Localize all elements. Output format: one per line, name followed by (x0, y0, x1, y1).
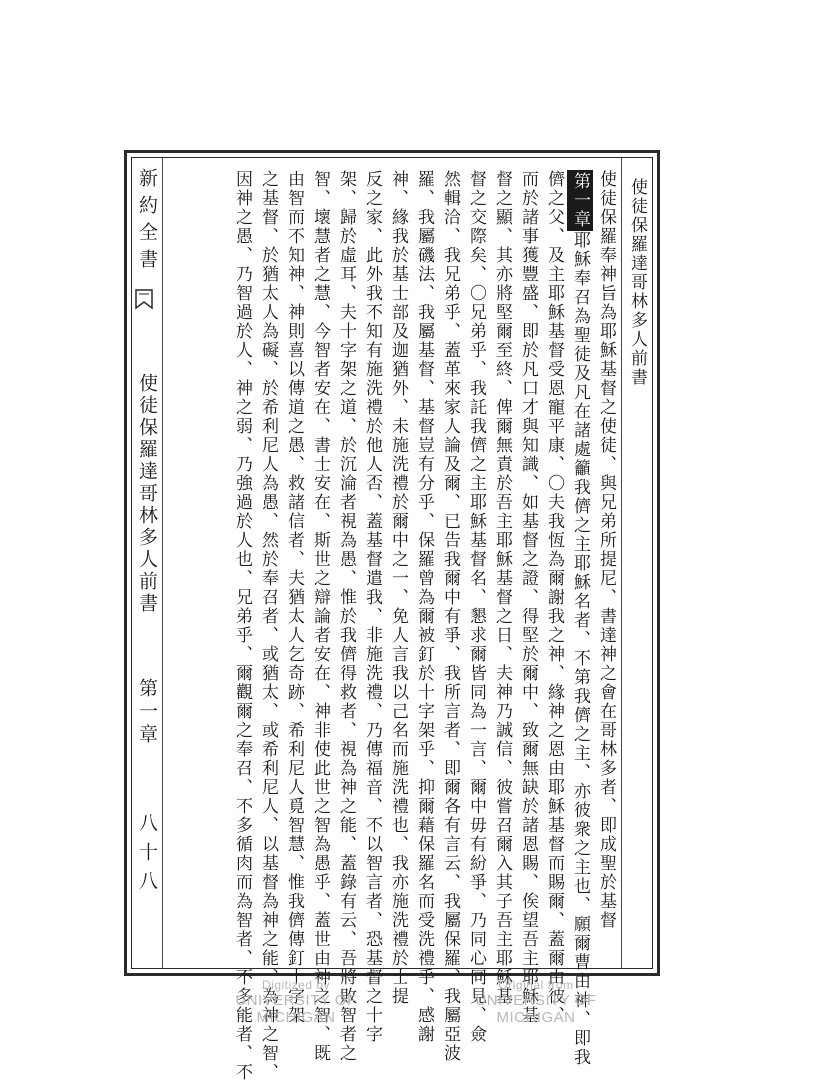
footer-digitized (196, 978, 396, 1026)
text-column-11: 架、歸於虛耳、夫十字架之道、於沉淪者視為愚、惟於我儕得救者、視為神之能、蓋錄有云、吾將敗智者之 (336, 170, 356, 1063)
text-column-15: 因神之愚、乃智過於人、神之弱、乃強過於人也、兄弟乎、爾觀爾之奉召、不多循肉而為智者、不多能者、不 (232, 170, 252, 1082)
text-column-13: 由智而不知神、神則喜以傳道之愚、救諸信者、夫猶太人乞奇跡、希利尼人覓智慧、惟我儕傳釘十字架 (284, 170, 304, 1025)
chapter-label: 第一章 (136, 678, 158, 747)
text-column-1: 使徒保羅奉神旨為耶穌基督之使徒、與兄弟所提尼、書達神之會在哥林多者、即成聖於基督 (596, 170, 616, 930)
text-column-14: 之基督、於猶太人為礙、於希利尼人為愚、然於奉召者、或猶太、或希利尼人、以基督為神之能、為神之智、 (258, 170, 278, 1082)
text-column-2: 第一章耶穌奉召為聖徒及凡在諸處籲我儕之主耶穌名者、不第我儕之主、亦彼衆之主也、願爾曹由神、即我 (567, 170, 593, 1067)
footer-original (436, 978, 636, 1026)
text-column-7: 然輯洽、我兄弟乎、蓋革來家人論及爾、已告我爾中有爭、我所言者、即爾各有言云、我屬保羅、我屬亞波 (440, 170, 460, 1063)
text-column-5: 督之顯、其亦將堅爾至終、俾爾無責於吾主耶穌基督之日、夫神乃誠信、彼嘗召爾入其子吾主耶穌基 (492, 170, 512, 1006)
text-column-12: 智、壞慧者之慧、今智者安在、書士安在、斯世之辯論者安在、神非使此世之智為愚乎、蓋世由神之智、既 (310, 170, 330, 1063)
text-column-8: 羅、我屬磯法、我屬基督、基督豈有分乎、保羅曾為爾被釘於十字架乎、抑爾藉保羅名而受洗禮乎、感謝 (414, 170, 434, 1044)
text-column-6: 督之交際矣、〇兄弟乎、我託我儕之主耶穌基督名、懇求爾皆同為一言、爾中毋有紛爭、乃同心同見、僉 (466, 170, 486, 1044)
heading-column (624, 178, 650, 387)
footer-original-institution: UNIVERSITY OF MICHIGAN (475, 992, 597, 1026)
chapter-mark: 第一章 (567, 170, 593, 231)
running-title: 使徒保羅達哥林多人前書 (136, 373, 158, 615)
footer-digitized-institution: UNIVERSITY OF MICHIGAN (235, 992, 357, 1026)
footer-original-label: Original from (498, 978, 574, 992)
footer-digitized-label: Digitized by (261, 978, 331, 992)
heading-rule (621, 158, 622, 968)
book-title: 新約全書 (136, 168, 158, 276)
text-column-10: 反之家、此外我不知有施洗禮於他人否、蓋基督遣我、非施洗禮、乃傳福音、不以智言者、恐基督之十字 (362, 170, 382, 1044)
text-column-4: 而於諸事獲豐盛、即於凡口才與知識、如基督之證、得堅於爾中、致爾無缺於諸恩賜、俟望吾主耶穌基 (518, 170, 538, 1025)
margin-rule (162, 158, 163, 968)
text-column-9: 神、緣我於基士部及迦猶外、未施洗禮於爾中之一、免人言我以己名而施洗禮也、我亦施洗禮於士提 (388, 170, 408, 1006)
page-number: 八十八 (136, 813, 158, 900)
text-column-3: 儕之父、及主耶穌基督受恩寵平康、〇夫我恆為爾謝我之神、緣神之恩由耶穌基督而賜爾、蓋爾由彼、 (544, 170, 564, 1025)
heading: 使徒保羅達哥林多人前書 (627, 178, 647, 387)
fish-tail-ornament (132, 288, 156, 310)
